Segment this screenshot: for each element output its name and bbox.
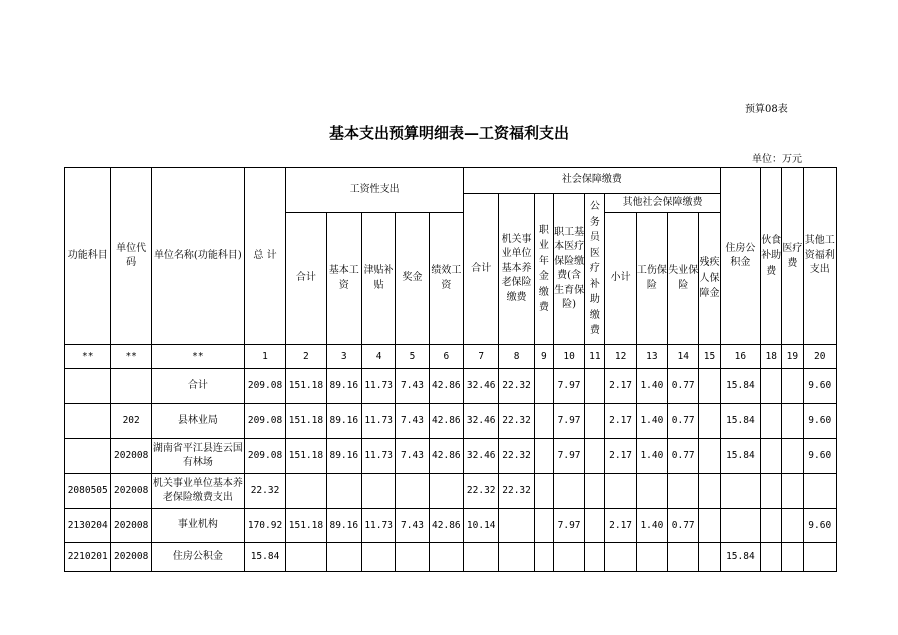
amount-cell: 11.73 bbox=[361, 369, 395, 404]
amount-cell: 9.60 bbox=[803, 404, 837, 439]
amount-cell bbox=[782, 369, 803, 404]
unit-code-cell: 202008 bbox=[111, 509, 151, 543]
header-social-group: 社会保障缴费 bbox=[464, 168, 721, 194]
amount-cell bbox=[761, 509, 782, 543]
amount-cell: 32.46 bbox=[464, 404, 499, 439]
amount-cell: 209.08 bbox=[244, 369, 285, 404]
header-civil-medical: 公务员医疗补助缴费 bbox=[585, 194, 605, 345]
amount-cell: 32.46 bbox=[464, 369, 499, 404]
amount-cell bbox=[782, 404, 803, 439]
amount-cell bbox=[585, 439, 605, 474]
unit-name-cell: 合计 bbox=[151, 369, 244, 404]
amount-cell: 32.46 bbox=[464, 439, 499, 474]
amount-cell: 0.77 bbox=[668, 439, 699, 474]
header-other-welfare: 其他工资福利支出 bbox=[803, 168, 837, 345]
amount-cell: 15.84 bbox=[720, 439, 760, 474]
amount-cell: 42.86 bbox=[429, 439, 463, 474]
amount-cell bbox=[396, 474, 429, 509]
amount-cell bbox=[761, 439, 782, 474]
amount-cell bbox=[286, 543, 326, 572]
amount-cell: 22.32 bbox=[244, 474, 285, 509]
header-unemployment: 失业保险 bbox=[668, 213, 699, 345]
amount-cell bbox=[699, 474, 720, 509]
amount-cell bbox=[553, 474, 584, 509]
unit-code-cell: 202008 bbox=[111, 474, 151, 509]
amount-cell bbox=[534, 509, 553, 543]
amount-cell: 7.43 bbox=[396, 439, 429, 474]
header-performance: 绩效工资 bbox=[429, 213, 463, 345]
unit-name-cell: 机关事业单位基本养老保险缴费支出 bbox=[151, 474, 244, 509]
index-cell: 9 bbox=[534, 345, 553, 369]
index-cell: 12 bbox=[605, 345, 636, 369]
amount-cell: 11.73 bbox=[361, 509, 395, 543]
header-wage-group: 工资性支出 bbox=[286, 168, 464, 213]
amount-cell: 0.77 bbox=[668, 404, 699, 439]
func-code-cell: 2210201 bbox=[65, 543, 111, 572]
page-title: 基本支出预算明细表—工资福利支出 bbox=[328, 124, 569, 142]
amount-cell bbox=[761, 369, 782, 404]
index-cell: 2 bbox=[286, 345, 326, 369]
header-housing: 住房公积金 bbox=[720, 168, 760, 345]
amount-cell: 22.32 bbox=[464, 474, 499, 509]
amount-cell bbox=[499, 509, 534, 543]
amount-cell: 9.60 bbox=[803, 369, 837, 404]
amount-cell bbox=[361, 543, 395, 572]
header-allowance: 津贴补贴 bbox=[361, 213, 395, 345]
index-cell: 14 bbox=[668, 345, 699, 369]
amount-cell bbox=[636, 543, 667, 572]
header-bonus: 奖金 bbox=[396, 213, 429, 345]
amount-cell bbox=[803, 474, 837, 509]
amount-cell bbox=[534, 439, 553, 474]
amount-cell bbox=[761, 474, 782, 509]
amount-cell: 11.73 bbox=[361, 439, 395, 474]
amount-cell bbox=[534, 543, 553, 572]
table-row bbox=[65, 543, 837, 572]
unit-name-cell: 事业机构 bbox=[151, 509, 244, 543]
amount-cell bbox=[803, 543, 837, 572]
amount-cell bbox=[396, 543, 429, 572]
unit-name-cell: 湖南省平江县连云国有林场 bbox=[151, 439, 244, 474]
amount-cell bbox=[699, 404, 720, 439]
unit-name-cell: 住房公积金 bbox=[151, 543, 244, 572]
amount-cell: 89.16 bbox=[326, 369, 361, 404]
amount-cell: 7.43 bbox=[396, 369, 429, 404]
index-cell: 20 bbox=[803, 345, 837, 369]
amount-cell bbox=[605, 543, 636, 572]
table-body bbox=[65, 369, 837, 572]
header-meal: 伙食补助费 bbox=[761, 168, 782, 345]
amount-cell: 89.16 bbox=[326, 509, 361, 543]
amount-cell: 7.97 bbox=[553, 509, 584, 543]
amount-cell: 2.17 bbox=[605, 509, 636, 543]
index-cell: ** bbox=[151, 345, 244, 369]
amount-cell bbox=[605, 474, 636, 509]
amount-cell: 7.97 bbox=[553, 404, 584, 439]
header-func-code: 功能科目 bbox=[65, 168, 111, 345]
header-disability: 残疾人保障金 bbox=[699, 213, 720, 345]
table-row bbox=[65, 509, 837, 543]
func-code-cell bbox=[65, 404, 111, 439]
unit-code-cell: 202008 bbox=[111, 439, 151, 474]
amount-cell: 10.14 bbox=[464, 509, 499, 543]
amount-cell bbox=[286, 474, 326, 509]
amount-cell bbox=[636, 474, 667, 509]
table-row bbox=[65, 404, 837, 439]
amount-cell bbox=[585, 404, 605, 439]
amount-cell: 151.18 bbox=[286, 509, 326, 543]
amount-cell bbox=[534, 404, 553, 439]
amount-cell: 15.84 bbox=[720, 369, 760, 404]
amount-cell bbox=[761, 543, 782, 572]
header-injury: 工伤保险 bbox=[636, 213, 667, 345]
index-cell: 3 bbox=[326, 345, 361, 369]
amount-cell bbox=[720, 509, 760, 543]
index-cell: 15 bbox=[699, 345, 720, 369]
table-row bbox=[65, 369, 837, 404]
index-cell: 7 bbox=[464, 345, 499, 369]
amount-cell: 2.17 bbox=[605, 439, 636, 474]
amount-cell: 151.18 bbox=[286, 439, 326, 474]
amount-cell bbox=[699, 439, 720, 474]
header-other-subtotal: 小计 bbox=[605, 213, 636, 345]
amount-cell bbox=[782, 509, 803, 543]
amount-cell: 42.86 bbox=[429, 404, 463, 439]
amount-cell: 151.18 bbox=[286, 369, 326, 404]
amount-cell bbox=[585, 474, 605, 509]
index-cell: ** bbox=[111, 345, 151, 369]
amount-cell: 209.08 bbox=[244, 404, 285, 439]
amount-cell: 7.43 bbox=[396, 509, 429, 543]
amount-cell: 170.92 bbox=[244, 509, 285, 543]
amount-cell bbox=[534, 474, 553, 509]
index-cell: ** bbox=[65, 345, 111, 369]
amount-cell: 209.08 bbox=[244, 439, 285, 474]
amount-cell: 15.84 bbox=[720, 543, 760, 572]
amount-cell: 1.40 bbox=[636, 439, 667, 474]
amount-cell: 9.60 bbox=[803, 509, 837, 543]
form-number: 预算08表 bbox=[745, 104, 788, 115]
amount-cell: 0.77 bbox=[668, 509, 699, 543]
amount-cell: 7.43 bbox=[396, 404, 429, 439]
amount-cell bbox=[720, 474, 760, 509]
index-cell: 4 bbox=[361, 345, 395, 369]
header-basic-wage: 基本工资 bbox=[326, 213, 361, 345]
header-wage-total: 合计 bbox=[286, 213, 326, 345]
amount-cell bbox=[585, 369, 605, 404]
amount-cell: 42.86 bbox=[429, 509, 463, 543]
index-cell: 10 bbox=[553, 345, 584, 369]
amount-cell: 7.97 bbox=[553, 369, 584, 404]
header-other-group: 其他社会保障缴费 bbox=[605, 194, 720, 213]
amount-cell: 22.32 bbox=[499, 369, 534, 404]
func-code-cell: 2080505 bbox=[65, 474, 111, 509]
amount-cell: 1.40 bbox=[636, 509, 667, 543]
index-cell: 16 bbox=[720, 345, 760, 369]
index-cell: 1 bbox=[244, 345, 285, 369]
index-cell: 11 bbox=[585, 345, 605, 369]
func-code-cell bbox=[65, 439, 111, 474]
amount-cell bbox=[361, 474, 395, 509]
index-cell: 13 bbox=[636, 345, 667, 369]
index-cell: 6 bbox=[429, 345, 463, 369]
unit-code-cell bbox=[111, 369, 151, 404]
amount-cell: 89.16 bbox=[326, 439, 361, 474]
func-code-cell: 2130204 bbox=[65, 509, 111, 543]
amount-cell bbox=[429, 474, 463, 509]
amount-cell bbox=[668, 474, 699, 509]
amount-cell bbox=[668, 543, 699, 572]
amount-cell: 2.17 bbox=[605, 404, 636, 439]
table-row bbox=[65, 474, 837, 509]
amount-cell bbox=[699, 543, 720, 572]
unit-name-cell: 县林业局 bbox=[151, 404, 244, 439]
header-total: 总 计 bbox=[244, 168, 285, 345]
amount-cell: 151.18 bbox=[286, 404, 326, 439]
amount-cell: 22.32 bbox=[499, 404, 534, 439]
index-cell: 19 bbox=[782, 345, 803, 369]
amount-cell bbox=[499, 543, 534, 572]
unit-label: 单位：万元 bbox=[752, 154, 802, 165]
amount-cell: 22.32 bbox=[499, 439, 534, 474]
amount-cell: 7.97 bbox=[553, 439, 584, 474]
amount-cell: 2.17 bbox=[605, 369, 636, 404]
amount-cell: 15.84 bbox=[720, 404, 760, 439]
index-cell: 18 bbox=[761, 345, 782, 369]
amount-cell bbox=[699, 509, 720, 543]
table-row bbox=[65, 439, 837, 474]
index-cell: 5 bbox=[396, 345, 429, 369]
budget-table bbox=[64, 167, 837, 572]
index-row bbox=[65, 345, 837, 369]
amount-cell bbox=[585, 509, 605, 543]
amount-cell: 0.77 bbox=[668, 369, 699, 404]
amount-cell bbox=[761, 404, 782, 439]
index-cell: 8 bbox=[499, 345, 534, 369]
amount-cell bbox=[782, 439, 803, 474]
header-social-total: 合计 bbox=[464, 194, 499, 345]
header-unit-name: 单位名称(功能科目) bbox=[151, 168, 244, 345]
unit-code-cell: 202008 bbox=[111, 543, 151, 572]
header-pension: 机关事业单位基本养老保险缴费 bbox=[499, 194, 534, 345]
header-medical: 职工基本医疗保险缴费(含生育保险) bbox=[553, 194, 584, 345]
amount-cell: 1.40 bbox=[636, 369, 667, 404]
amount-cell bbox=[326, 543, 361, 572]
amount-cell bbox=[553, 543, 584, 572]
amount-cell bbox=[429, 543, 463, 572]
amount-cell bbox=[326, 474, 361, 509]
amount-cell: 9.60 bbox=[803, 439, 837, 474]
amount-cell: 15.84 bbox=[244, 543, 285, 572]
amount-cell bbox=[534, 369, 553, 404]
amount-cell bbox=[699, 369, 720, 404]
header-unit-code: 单位代码 bbox=[111, 168, 151, 345]
amount-cell bbox=[585, 543, 605, 572]
amount-cell bbox=[782, 474, 803, 509]
amount-cell bbox=[782, 543, 803, 572]
header-med-fee: 医疗费 bbox=[782, 168, 803, 345]
amount-cell: 89.16 bbox=[326, 404, 361, 439]
amount-cell: 1.40 bbox=[636, 404, 667, 439]
header-annuity: 职业年金缴费 bbox=[534, 194, 553, 345]
amount-cell: 42.86 bbox=[429, 369, 463, 404]
amount-cell bbox=[464, 543, 499, 572]
amount-cell: 22.32 bbox=[499, 474, 534, 509]
amount-cell: 11.73 bbox=[361, 404, 395, 439]
unit-code-cell: 202 bbox=[111, 404, 151, 439]
func-code-cell bbox=[65, 369, 111, 404]
